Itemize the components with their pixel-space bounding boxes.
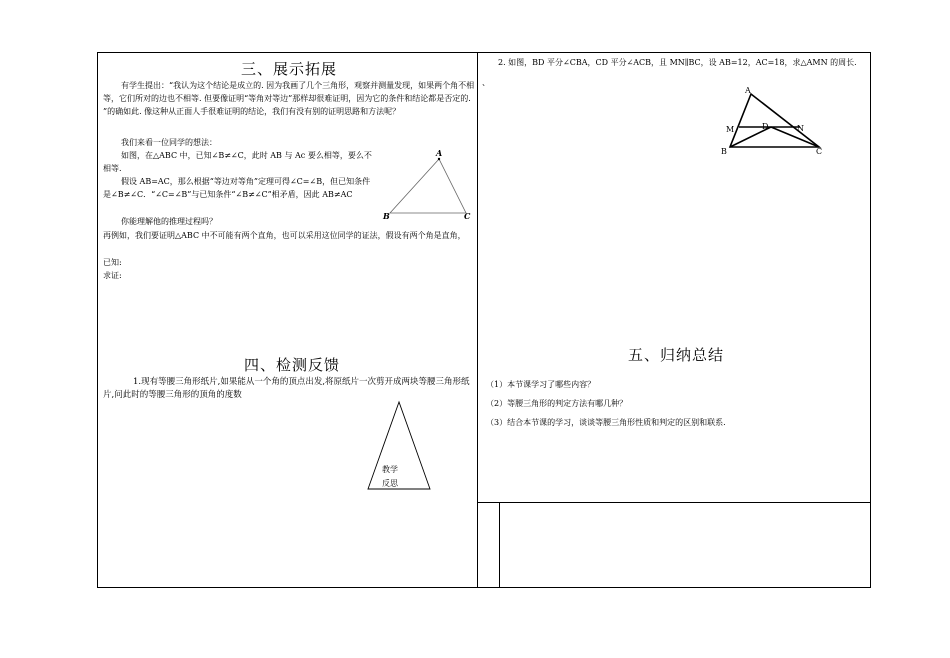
section5-title: 五、归纳总结: [628, 346, 725, 364]
label-a2: A: [745, 86, 751, 95]
triangle-abc: [390, 159, 466, 213]
section3-line3: 假设 AB=AC，那么根据“等边对等角”定理可得∠C=∠B，但已知条件是∠B≠∠C．“∠C=∠B”与已知条件“∠B≠∠C”相矛盾，因此 AB≠AC: [103, 177, 371, 199]
question2: 2. 如图，BD 平分∠CBA，CD 平分∠ACB，且 MN∥BC，设 AB=12，AC=18，求△AMN 的周长.: [498, 58, 857, 67]
triangle-mn-figure: [718, 84, 830, 158]
section3-para1: 有学生提出：“我认为这个结论是成立的. 因为我画了几个三角形，观察并测量发现，如果两个角不相等，它们所对的边也不相等. 但要像证明“等角对等边”那样却很难证明，因为它的条件和结论都是否定的. ”的确如此. 像这种从正面人手很难证明的结论，我们有没有别的证明思路和方法呢？: [103, 81, 475, 116]
summary-item-3: （3）结合本节课的学习，谈谈等腰三角形性质和判定的区别和联系.: [486, 418, 726, 427]
section4-title: 四、检测反馈: [244, 356, 341, 374]
section4-question: 1.现有等腰三角形纸片,如果能从一个角的顶点出发,将原纸片一次剪开成两块等腰三角形纸片,问此时的等腰三角形的顶角的度数: [103, 377, 470, 400]
reflection-label-divider: [499, 502, 500, 588]
section3-title: 三、展示拓展: [241, 60, 338, 78]
triangle-abc-figure: [380, 148, 475, 223]
label-d: D: [762, 122, 769, 131]
label-a: A: [436, 148, 443, 158]
summary-item-2: （2）等腰三角形的判定方法有哪几种？: [486, 399, 628, 408]
reflection-label: 教学反思: [382, 465, 398, 488]
isosceles-triangle: [368, 402, 430, 489]
label-b: B: [383, 211, 390, 221]
label-b2: B: [721, 147, 727, 156]
section3-line2: 如图，在△ABC 中，已知∠B≠∠C，此时 AB 与 Ac 要么相等，要么不相等.: [103, 151, 372, 173]
column-divider: [477, 53, 478, 587]
section3-line1: 我们来看一位同学的想法：: [121, 138, 217, 147]
known-label: 已知:: [103, 258, 122, 267]
label-c: C: [464, 211, 471, 221]
stray-mark: 、: [482, 78, 490, 87]
label-c2: C: [816, 147, 823, 156]
summary-item-1: （1）本节课学习了哪些内容？: [486, 380, 596, 389]
prove-label: 求证:: [103, 271, 122, 280]
label-n: N: [797, 124, 804, 133]
label-m: M: [726, 125, 735, 134]
reflection-divider: [477, 502, 871, 503]
isosceles-triangle-figure: [365, 400, 435, 492]
section3-line5: 再例如，我们要证明△ABC 中不可能有两个直角，也可以采用这位同学的证法，假设有两个角是直角，: [103, 231, 466, 240]
section3-line4: 你能理解他的推理过程吗？: [121, 217, 217, 226]
